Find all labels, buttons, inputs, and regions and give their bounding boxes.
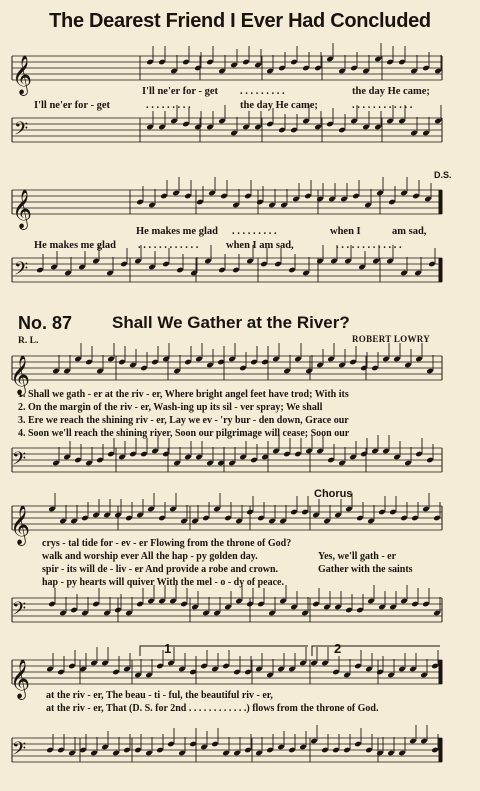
- lyric-line: when I: [330, 226, 361, 237]
- lyricist-credit: R. L.: [18, 336, 39, 346]
- chorus-label: Chorus: [314, 488, 353, 500]
- verse-line-4: 4. Soon we'll reach the shining river, Soon our pilgrimage will cease; Soon our: [18, 428, 350, 439]
- lyric-line: at the riv - er, The beau - ti - ful, the beautiful riv - er,: [46, 690, 273, 701]
- lyric-line: . . . . . . . . . . . . .: [336, 240, 402, 251]
- lyric-line: I'll ne'er for - get: [142, 86, 219, 97]
- chorus-line-2: Gather with the saints: [318, 564, 413, 575]
- first-ending-number: 1: [164, 641, 172, 656]
- treble-clef-icon: 𝄞: [12, 189, 33, 229]
- bass-clef-icon: 𝄢: [12, 599, 27, 624]
- bass-clef-icon: 𝄢: [12, 449, 27, 474]
- chorus-line-1: Yes, we'll gath - er: [318, 551, 397, 562]
- lyric-line: He makes me glad: [34, 240, 116, 251]
- lyric-line: . . . . . . . . . . . .: [352, 100, 413, 111]
- page-title: The Dearest Friend I Ever Had Concluded: [49, 10, 431, 32]
- bass-clef-icon: 𝄢: [14, 259, 29, 284]
- composer-credit: ROBERT LOWRY: [352, 334, 431, 344]
- verse-line-1: crys - tal tide for - ev - er Flowing from the throne of God?: [42, 538, 292, 549]
- lyric-line: . . . . . . . . .: [240, 86, 285, 97]
- treble-clef-icon: 𝄞: [10, 355, 31, 395]
- lyric-line: the day He came;: [352, 86, 430, 97]
- lyric-line: . . . . . . . . .: [146, 100, 191, 111]
- treble-clef-icon: 𝄞: [10, 505, 31, 545]
- ds-mark: D.S.: [434, 170, 452, 180]
- lyric-line: I'll ne'er for - get: [34, 100, 111, 111]
- treble-clef-icon: 𝄞: [10, 659, 31, 699]
- bass-clef-icon: 𝄢: [12, 739, 27, 764]
- second-ending-bracket: [312, 646, 440, 656]
- treble-clef-icon: 𝄞: [12, 55, 33, 95]
- bass-staff: [12, 738, 442, 762]
- lyric-line: when I am sad,: [226, 240, 294, 251]
- verse-line-3: 3. Ere we reach the shining riv - er, Lay we ev - 'ry bur - den down, Grace our: [18, 415, 349, 426]
- verse-line-2: walk and worship ever All the hap - py golden day.: [42, 551, 258, 562]
- verse-line-2: 2. On the margin of the riv - er, Wash-ing up its sil - ver spray; We shall: [18, 402, 323, 413]
- bass-clef-icon: 𝄢: [14, 119, 29, 144]
- hymn-title: Shall We Gather at the River?: [112, 313, 350, 332]
- lyric-line: at the riv - er, That (D. S. for 2nd . . . . . . . . . . . .) flows from the throne of God.: [46, 703, 379, 714]
- verse-line-1: 1. Shall we gath - er at the riv - er, Where bright angel feet have trod; With its: [18, 389, 349, 400]
- lyric-line: am sad,: [392, 226, 427, 237]
- hymn-number: No. 87: [18, 313, 73, 333]
- bass-staff: [12, 118, 442, 142]
- lyric-line: . . . . . . . . .: [232, 226, 277, 237]
- lyric-line: the day He came;: [240, 100, 318, 111]
- verse-line-3: spir - its will de - liv - er And provide a robe and crown.: [42, 564, 279, 575]
- lyric-line: . . . . . . . . . . . .: [138, 240, 199, 251]
- second-ending-number: 2: [334, 641, 342, 656]
- lyric-line: He makes me glad: [136, 226, 218, 237]
- verse-line-4: hap - py hearts will quiver With the mel - o - dy of peace.: [42, 577, 284, 588]
